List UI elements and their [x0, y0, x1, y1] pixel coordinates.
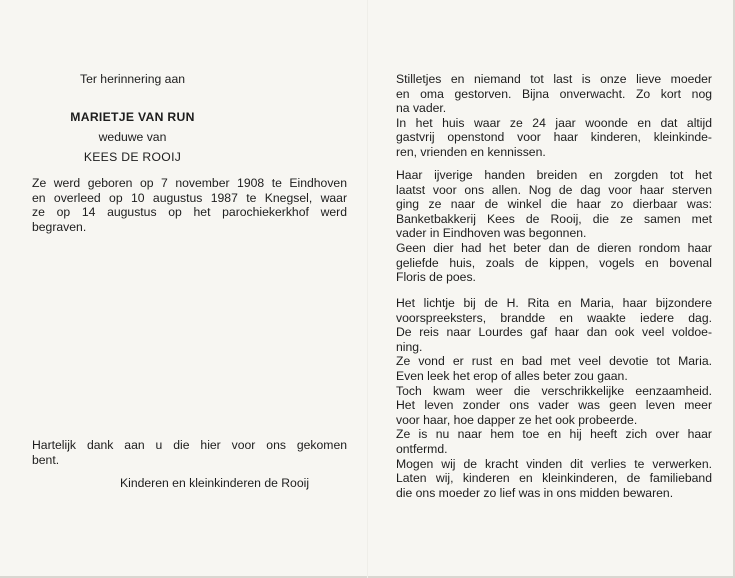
stanza-line: Banketbakkerij Kees de Rooij, die ze samen met [396, 211, 712, 226]
bio-line: en overleed op 10 augustus 1987 te Knegsel, waar [32, 190, 347, 205]
thanks-paragraph [32, 438, 347, 467]
stanza-line: na vader. [396, 101, 447, 116]
bio-line: begraven. [32, 219, 87, 234]
husband-name: KEES DE ROOIJ [83, 150, 182, 164]
stanza-line: Laten wij, kinderen en kleinkinderen, de familieband [396, 471, 712, 486]
stanza-line: Geen dier had het beter dan de dieren rondom haar [396, 240, 712, 255]
stanza-line: die ons moeder zo lief was in ons midden bewaren. [396, 485, 674, 500]
right-page [368, 0, 735, 578]
stanza-line: ning. [396, 339, 423, 354]
stanza-line: Haar ijverige handen breiden en zorgden tot het [396, 168, 712, 182]
stanza-line: De reis naar Lourdes gaf haar dan ook veel voldoe- [396, 325, 712, 340]
stanza-line: Mogen wij de kracht vinden dit verlies te verwerken. [396, 456, 712, 471]
stanza-line: Het leven zonder ons vader was geen leven meer [396, 398, 712, 413]
signature: Kinderen en kleinkinderen de Rooij [120, 476, 310, 490]
stanza-line: Toch kwam weer die verschrikkelijke eenzaamheid. [396, 383, 712, 398]
thanks-line: bent. [32, 452, 60, 467]
stanza-line: Ze vond er rust en bad met veel devotie tot Maria. [396, 354, 712, 369]
deceased-name: MARIETJE VAN RUN [70, 110, 195, 124]
stanza-line: ontfermd. [396, 441, 448, 456]
left-page [0, 0, 367, 578]
stanza-3 [396, 296, 712, 500]
stanza-line: geliefde huis, zoals de kippen, vogels en bovenal [396, 255, 712, 270]
stanza-line: vader in Eindhoven was begonnen. [396, 226, 587, 241]
stanza-line: Floris de poes. [396, 270, 476, 285]
intro-text: Ter herinnering aan [79, 72, 185, 86]
stanza-line: gastvrij openstond voor haar kinderen, kleinkinde- [396, 130, 712, 145]
stanza-line: en oma gestorven. Bijna onverwacht. Zo kort nog [396, 86, 712, 101]
stanza-2 [396, 168, 712, 285]
bio-line: Ze werd geboren op 7 november 1908 te Eindhoven [32, 176, 347, 190]
stanza-line: ging ze naar de winkel die haar zo dierbaar was: [396, 197, 712, 212]
stanza-line: voorspreeksters, brandde en waakte iedere dag. [396, 310, 712, 325]
stanza-line: laatst voor ons allen. Nog de dag voor haar sterven [396, 182, 712, 197]
bio-line: ze op 14 augustus op het parochiekerkhof werd [32, 205, 347, 220]
stanza-line: In het huis waar ze 24 jaar woonde en dat altijd [396, 115, 712, 130]
stanza-line: Even leek het erop of alles beter zou gaan. [396, 368, 628, 383]
stanza-line: Ze is nu naar hem toe en hij heeft zich over haar [396, 427, 712, 442]
stanza-1 [396, 72, 712, 160]
bio-paragraph [32, 176, 347, 234]
stanza-line: Stilletjes en niemand tot last is onze lieve moeder [396, 72, 712, 86]
stanza-line: Het lichtje bij de H. Rita en Maria, haar bijzondere [396, 296, 712, 310]
stanza-line: voor haar, hoe dapper ze het ook probeerde. [396, 412, 638, 427]
stanza-line: ren, vrienden en kennissen. [396, 144, 546, 159]
widow-of-text: weduwe van [98, 130, 167, 144]
thanks-line: Hartelijk dank aan u die hier voor ons gekomen [32, 438, 347, 452]
